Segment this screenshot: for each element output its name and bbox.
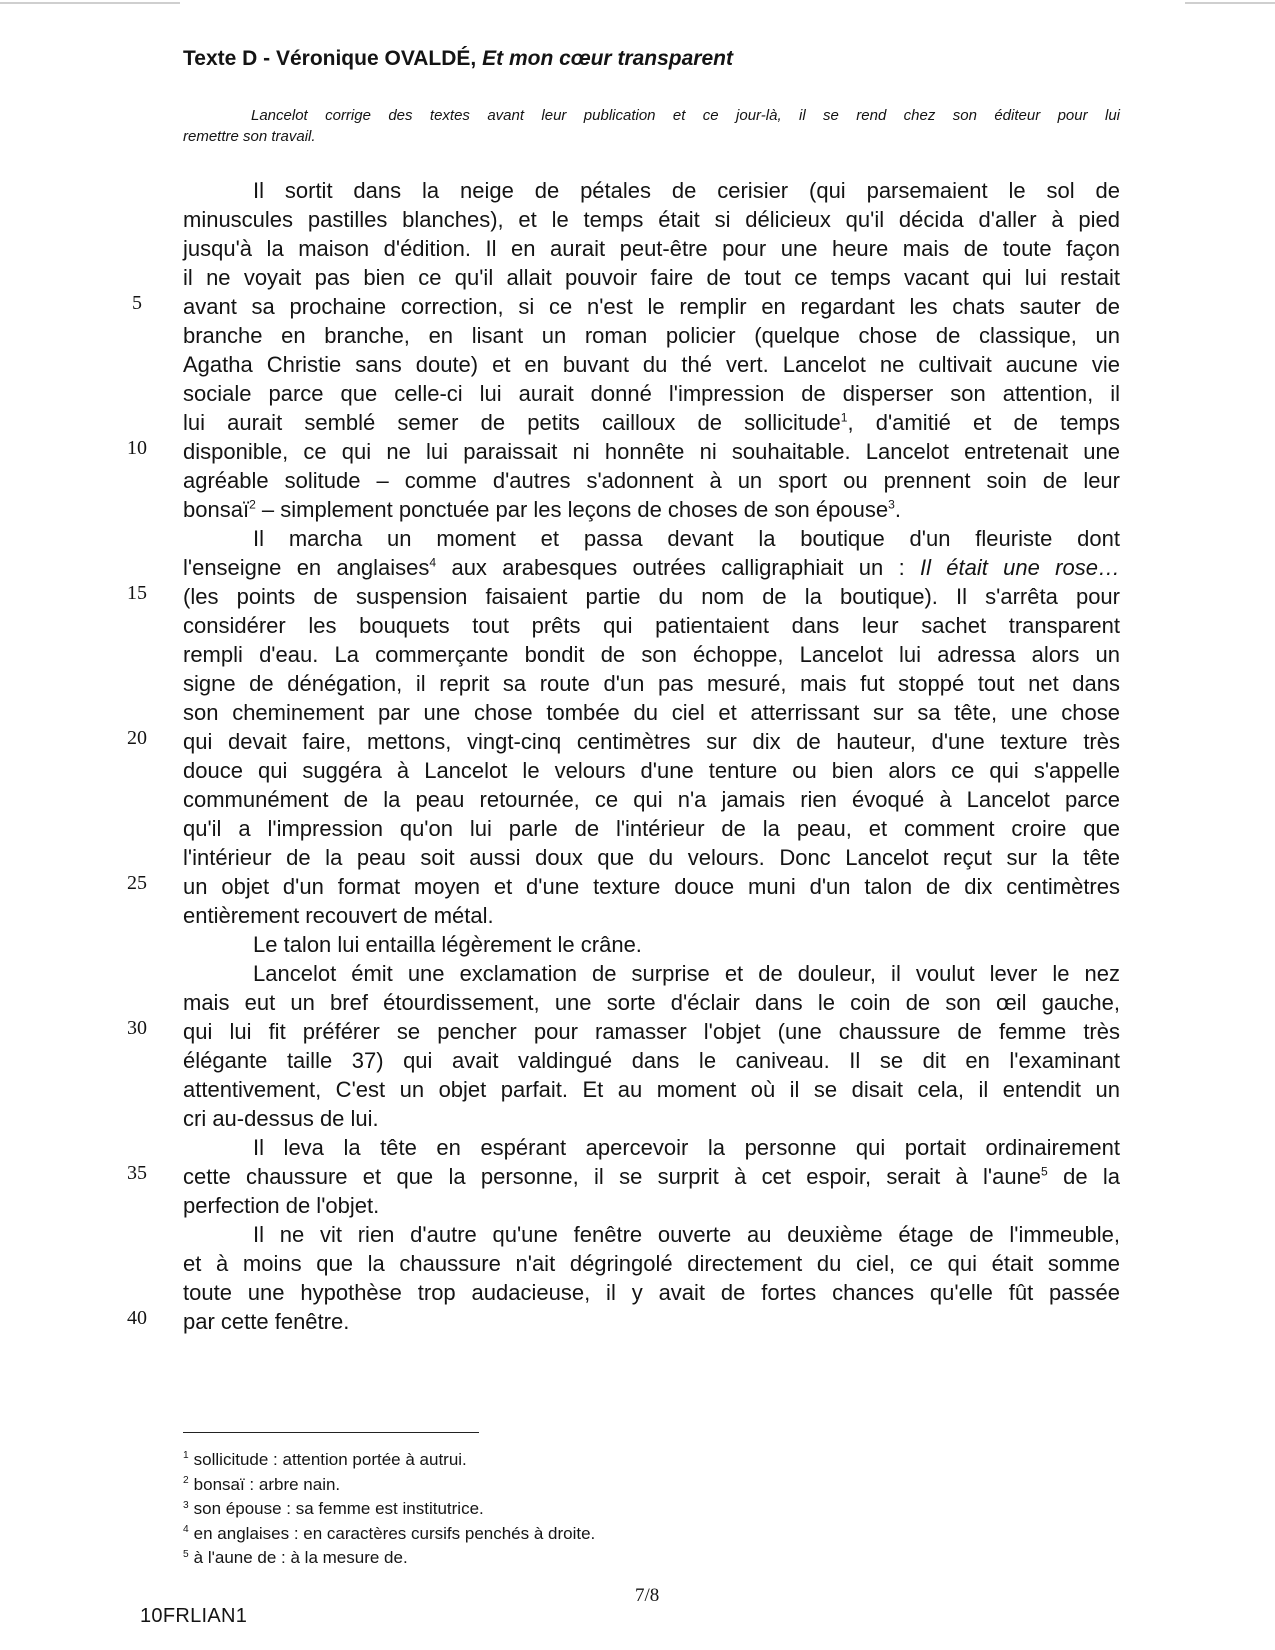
text-line: son cheminement par une chose tombée du ciel et atterrissant sur sa tête, une chose xyxy=(183,700,1120,725)
footnotes xyxy=(183,1448,595,1571)
text-segment: . xyxy=(894,497,901,522)
footnote-number: 1 xyxy=(183,1450,189,1462)
text-line: communément de la peau retournée, ce qui n'a jamais rien évoqué à Lancelot parce xyxy=(183,787,1120,812)
intro-note xyxy=(183,105,1120,147)
text-line: élégante taille 37) qui avait valdingué dans le caniveau. Il se dit en l'examinant xyxy=(183,1048,1120,1073)
footnote-ref: 1 xyxy=(840,410,848,425)
line-number: 10 xyxy=(127,437,147,459)
page-number: 7/8 xyxy=(635,1585,660,1606)
footnote-ref: 2 xyxy=(249,497,256,512)
text-line: qu'il a l'impression qu'on lui parle de l'intérieur de la peau, et comment croire que xyxy=(183,816,1120,841)
footnote-ref: 5 xyxy=(1041,1164,1048,1179)
excerpt-text xyxy=(183,176,1120,1336)
footnote-ref: 3 xyxy=(888,497,895,512)
footnote-divider xyxy=(183,1432,479,1433)
footnote-text: à l'aune de : à la mesure de. xyxy=(193,1548,408,1568)
footnote-number: 3 xyxy=(183,1499,189,1511)
text-line xyxy=(183,408,1120,437)
footnote-number: 5 xyxy=(183,1548,189,1560)
text-line xyxy=(183,1162,1120,1191)
text-line: Il marcha un moment et passa devant la boutique d'un fleuriste dont xyxy=(253,526,1120,551)
line-number: 15 xyxy=(127,582,147,604)
line-number: 5 xyxy=(132,292,142,314)
line-number: 30 xyxy=(127,1017,147,1039)
text-line: l'intérieur de la peau soit aussi doux que du velours. Donc Lancelot reçut sur la tête xyxy=(183,845,1120,870)
footnote xyxy=(183,1546,595,1571)
footnote xyxy=(183,1473,595,1498)
text-line: disponible, ce qui ne lui paraissait ni honnête ni souhaitable. Lancelot entretenait une xyxy=(183,439,1120,464)
text-line: Agatha Christie sans doute) et en buvant du thé vert. Lancelot ne cultivait aucune vie xyxy=(183,352,1120,377)
text-line: jusqu'à la maison d'édition. Il en aurait peut-être pour une heure mais de toute façon xyxy=(183,236,1120,261)
footnote-number: 4 xyxy=(183,1524,189,1536)
text-segment: , d'amitié et de temps xyxy=(847,410,1120,435)
text-line: avant sa prochaine correction, si ce n'est le remplir en regardant les chats sauter de xyxy=(183,294,1120,319)
text-segment: lui aurait semblé semer de petits cailloux de sollicitude xyxy=(183,410,841,435)
text-line: Il sortit dans la neige de pétales de cerisier (qui parsemaient le sol de xyxy=(253,178,1120,203)
text-line xyxy=(183,553,1120,582)
text-line: qui devait faire, mettons, vingt-cinq centimètres sur dix de hauteur, d'une texture très xyxy=(183,729,1120,754)
text-line: un objet d'un format moyen et d'une texture douce muni d'un talon de dix centimètres xyxy=(183,874,1120,899)
text-segment: cette chaussure et que la personne, il se surprit à cet espoir, serait à l'aune xyxy=(183,1164,1042,1189)
footnote-text: sollicitude : attention portée à autrui. xyxy=(193,1450,467,1469)
text-line: agréable solitude – comme d'autres s'adonnent à un sport ou prennent soin de leur xyxy=(183,468,1120,493)
text-line: Lancelot émit une exclamation de surprise et de douleur, il voulut lever le nez xyxy=(253,961,1120,986)
intro-line: remettre son travail. xyxy=(183,128,316,145)
text-line: cri au-dessus de lui. xyxy=(183,1106,379,1131)
text-segment: – simplement ponctuée par les leçons de choses de son épouse xyxy=(255,497,889,522)
text-line xyxy=(183,495,1120,524)
page-title xyxy=(183,47,733,71)
title-work: Et mon cœur transparent xyxy=(482,47,733,70)
text-segment: de la xyxy=(1047,1164,1120,1189)
text-line: par cette fenêtre. xyxy=(183,1309,350,1334)
text-line: douce qui suggéra à Lancelot le velours d'une tenture ou bien alors ce qui s'appelle xyxy=(183,758,1120,783)
text-line: qui lui fit préférer se pencher pour ramasser l'objet (une chaussure de femme très xyxy=(183,1019,1120,1044)
shop-name: Il était une rose… xyxy=(919,555,1120,580)
text-line: et à moins que la chaussure n'ait dégringolé directement du ciel, ce qui était somme xyxy=(183,1251,1120,1276)
footnote-ref: 4 xyxy=(429,555,437,570)
scan-edge-left xyxy=(0,2,180,4)
text-segment: aux arabesques outrées calligraphiait un : xyxy=(436,555,920,580)
footnote-number: 2 xyxy=(183,1474,189,1486)
footnote xyxy=(183,1497,595,1522)
text-line: perfection de l'objet. xyxy=(183,1193,380,1218)
footnote-text: son épouse : sa femme est institutrice. xyxy=(193,1499,484,1519)
text-line: minuscules pastilles blanches), et le temps était si délicieux qu'il décida d'aller à pied xyxy=(183,207,1120,232)
text-line: il ne voyait pas bien ce qu'il allait pouvoir faire de tout ce temps vacant qui lui restait xyxy=(183,265,1120,290)
text-line: signe de dénégation, il reprit sa route d'un pas mesuré, mais fut stoppé tout net dans xyxy=(183,671,1120,696)
text-line: Il leva la tête en espérant apercevoir la personne qui portait ordinairement xyxy=(253,1135,1120,1160)
scan-edge-right xyxy=(1185,2,1275,4)
text-line: attentivement, C'est un objet parfait. Et au moment où il se disait cela, il entendit un xyxy=(183,1077,1120,1102)
title-author: Texte D - Véronique OVALDÉ, xyxy=(183,47,483,70)
text-line: toute une hypothèse trop audacieuse, il y avait de fortes chances qu'elle fût passée xyxy=(183,1280,1120,1305)
footnote xyxy=(183,1522,595,1547)
text-line: rempli d'eau. La commerçante bondit de son échoppe, Lancelot lui adressa alors un xyxy=(183,642,1120,667)
text-line: entièrement recouvert de métal. xyxy=(183,903,494,928)
footnote-text: en anglaises : en caractères cursifs penchés à droite. xyxy=(193,1523,596,1543)
text-segment: bonsaï xyxy=(183,497,250,522)
text-line: considérer les bouquets tout prêts qui patientaient dans leur sachet transparent xyxy=(183,613,1120,638)
text-line: branche en branche, en lisant un roman policier (quelque chose de classique, un xyxy=(183,323,1120,348)
text-line: Il ne vit rien d'autre qu'une fenêtre ouverte au deuxième étage de l'immeuble, xyxy=(253,1222,1120,1247)
text-line: sociale parce que celle-ci lui aurait donné l'impression de disperser son attention, il xyxy=(183,381,1120,406)
footnote-text: bonsaï : arbre nain. xyxy=(193,1474,341,1494)
line-number: 25 xyxy=(127,872,147,894)
intro-line: Lancelot corrige des textes avant leur publication et ce jour-là, il se rend chez son éditeur pour lui xyxy=(251,107,1120,124)
document-code: 10FRLIAN1 xyxy=(140,1605,248,1627)
text-line: mais eut un bref étourdissement, une sorte d'éclair dans le coin de son œil gauche, xyxy=(183,990,1120,1015)
line-number: 35 xyxy=(127,1162,147,1184)
line-number: 20 xyxy=(127,727,147,749)
text-line: Le talon lui entailla légèrement le crâne. xyxy=(253,932,642,957)
text-segment: l'enseigne en anglaises xyxy=(183,555,430,580)
text-line: (les points de suspension faisaient partie du nom de la boutique). Il s'arrêta pour xyxy=(183,584,1120,609)
line-number: 40 xyxy=(127,1307,147,1329)
footnote xyxy=(183,1448,595,1473)
